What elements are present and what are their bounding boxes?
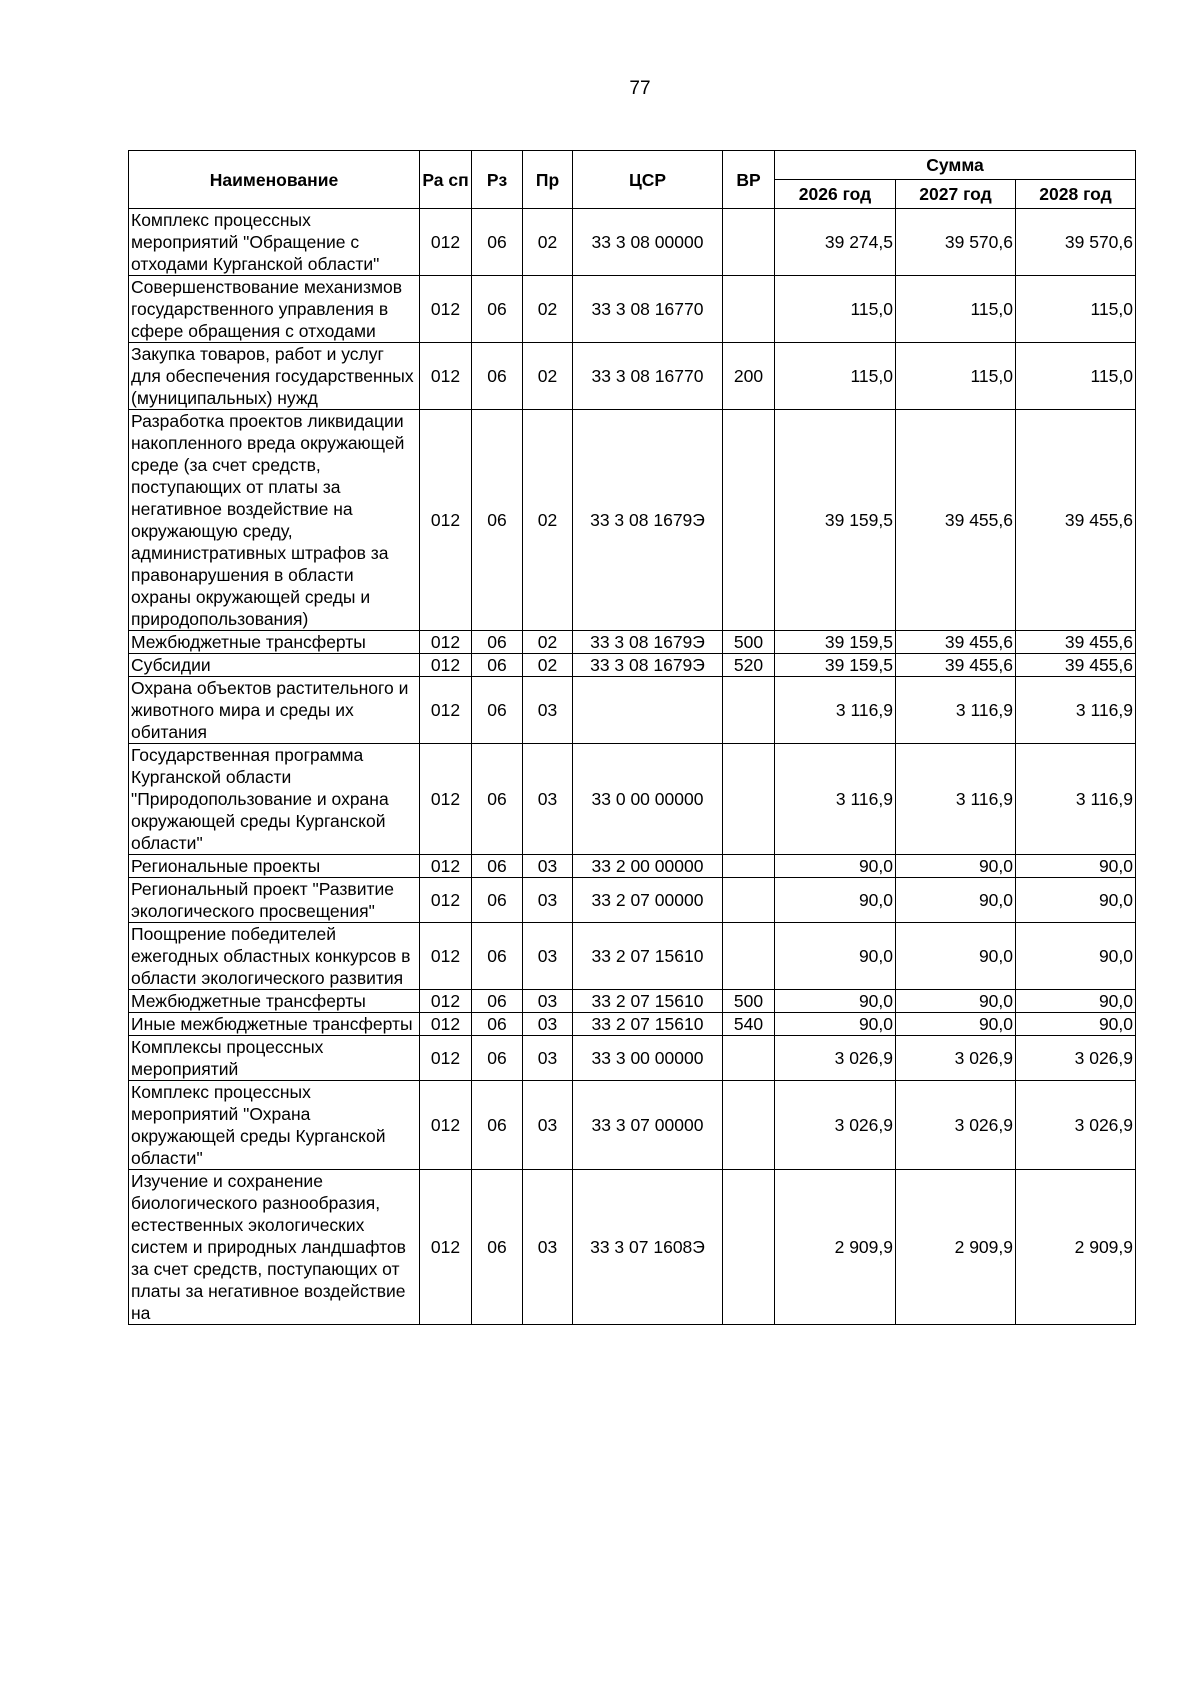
row-rasp: 012 xyxy=(420,1013,472,1036)
row-sum-2026: 115,0 xyxy=(775,276,896,343)
row-csr: 33 3 08 00000 xyxy=(573,209,723,276)
row-csr xyxy=(573,677,723,744)
row-rasp: 012 xyxy=(420,990,472,1013)
row-pr: 03 xyxy=(523,990,573,1013)
row-csr: 33 2 00 00000 xyxy=(573,855,723,878)
row-sum-2027: 39 570,6 xyxy=(896,209,1016,276)
row-pr: 02 xyxy=(523,654,573,677)
table-body xyxy=(129,209,1136,1325)
header-rasp: Ра сп xyxy=(420,151,472,209)
row-vr xyxy=(723,923,775,990)
row-rasp: 012 xyxy=(420,654,472,677)
row-pr: 03 xyxy=(523,1013,573,1036)
row-rasp: 012 xyxy=(420,209,472,276)
row-pr: 03 xyxy=(523,744,573,855)
row-sum-2027: 3 116,9 xyxy=(896,677,1016,744)
row-sum-2028: 115,0 xyxy=(1016,276,1136,343)
row-sum-2027: 3 026,9 xyxy=(896,1036,1016,1081)
row-pr: 03 xyxy=(523,677,573,744)
row-vr xyxy=(723,1036,775,1081)
row-sum-2028: 39 455,6 xyxy=(1016,410,1136,631)
table-row xyxy=(129,1013,1136,1036)
row-vr xyxy=(723,855,775,878)
row-pr: 03 xyxy=(523,1081,573,1170)
row-pr: 02 xyxy=(523,410,573,631)
row-name: Государственная программа Курганской области "Природопользование и охрана окружающей среды Курганской области" xyxy=(129,744,420,855)
row-pr: 03 xyxy=(523,1170,573,1325)
table-row xyxy=(129,1170,1136,1325)
row-name: Комплекс процессных мероприятий "Обращение с отходами Курганской области" xyxy=(129,209,420,276)
row-rz: 06 xyxy=(472,276,523,343)
row-csr: 33 2 07 00000 xyxy=(573,878,723,923)
row-pr: 02 xyxy=(523,343,573,410)
row-csr: 33 3 00 00000 xyxy=(573,1036,723,1081)
table-row xyxy=(129,654,1136,677)
row-sum-2028: 90,0 xyxy=(1016,990,1136,1013)
row-sum-2026: 39 274,5 xyxy=(775,209,896,276)
row-csr: 33 3 08 16770 xyxy=(573,343,723,410)
header-year-2026: 2026 год xyxy=(775,180,896,209)
row-sum-2027: 90,0 xyxy=(896,923,1016,990)
row-rz: 06 xyxy=(472,209,523,276)
row-sum-2028: 90,0 xyxy=(1016,923,1136,990)
row-sum-2026: 39 159,5 xyxy=(775,654,896,677)
row-csr: 33 3 08 1679Э xyxy=(573,410,723,631)
row-sum-2027: 90,0 xyxy=(896,1013,1016,1036)
row-sum-2026: 3 116,9 xyxy=(775,677,896,744)
row-vr xyxy=(723,1170,775,1325)
table-row xyxy=(129,343,1136,410)
row-vr xyxy=(723,1081,775,1170)
row-name: Региональный проект "Развитие экологического просвещения" xyxy=(129,878,420,923)
row-sum-2027: 39 455,6 xyxy=(896,410,1016,631)
row-sum-2026: 90,0 xyxy=(775,990,896,1013)
row-name: Межбюджетные трансферты xyxy=(129,631,420,654)
table-row xyxy=(129,410,1136,631)
row-csr: 33 2 07 15610 xyxy=(573,923,723,990)
row-rasp: 012 xyxy=(420,677,472,744)
row-name: Иные межбюджетные трансферты xyxy=(129,1013,420,1036)
row-rasp: 012 xyxy=(420,1036,472,1081)
row-sum-2027: 3 026,9 xyxy=(896,1081,1016,1170)
row-vr xyxy=(723,878,775,923)
row-pr: 03 xyxy=(523,1036,573,1081)
row-sum-2026: 3 026,9 xyxy=(775,1081,896,1170)
row-rz: 06 xyxy=(472,1081,523,1170)
row-sum-2026: 2 909,9 xyxy=(775,1170,896,1325)
row-rz: 06 xyxy=(472,1170,523,1325)
row-rz: 06 xyxy=(472,990,523,1013)
row-sum-2028: 39 455,6 xyxy=(1016,654,1136,677)
row-sum-2028: 2 909,9 xyxy=(1016,1170,1136,1325)
row-csr: 33 0 00 00000 xyxy=(573,744,723,855)
row-sum-2027: 3 116,9 xyxy=(896,744,1016,855)
row-rz: 06 xyxy=(472,855,523,878)
row-sum-2026: 90,0 xyxy=(775,1013,896,1036)
row-rasp: 012 xyxy=(420,1170,472,1325)
row-rasp: 012 xyxy=(420,276,472,343)
row-name: Комплексы процессных мероприятий xyxy=(129,1036,420,1081)
row-name: Закупка товаров, работ и услуг для обеспечения государственных (муниципальных) нужд xyxy=(129,343,420,410)
row-csr: 33 3 08 16770 xyxy=(573,276,723,343)
row-rz: 06 xyxy=(472,410,523,631)
header-year-2027: 2027 год xyxy=(896,180,1016,209)
row-sum-2026: 90,0 xyxy=(775,878,896,923)
row-rz: 06 xyxy=(472,878,523,923)
table-row xyxy=(129,855,1136,878)
row-vr xyxy=(723,209,775,276)
row-sum-2026: 3 116,9 xyxy=(775,744,896,855)
row-name: Субсидии xyxy=(129,654,420,677)
header-sum: Сумма xyxy=(775,151,1136,180)
table-row xyxy=(129,744,1136,855)
row-sum-2027: 115,0 xyxy=(896,343,1016,410)
row-name: Межбюджетные трансферты xyxy=(129,990,420,1013)
header-csr: ЦСР xyxy=(573,151,723,209)
header-year-2028: 2028 год xyxy=(1016,180,1136,209)
header-vr: ВР xyxy=(723,151,775,209)
row-csr: 33 3 08 1679Э xyxy=(573,631,723,654)
header-rz: Рз xyxy=(472,151,523,209)
row-pr: 02 xyxy=(523,631,573,654)
table-row xyxy=(129,276,1136,343)
row-sum-2027: 2 909,9 xyxy=(896,1170,1016,1325)
row-pr: 02 xyxy=(523,209,573,276)
row-rasp: 012 xyxy=(420,923,472,990)
row-sum-2028: 39 570,6 xyxy=(1016,209,1136,276)
row-rz: 06 xyxy=(472,631,523,654)
row-vr: 520 xyxy=(723,654,775,677)
row-sum-2026: 39 159,5 xyxy=(775,631,896,654)
row-sum-2026: 90,0 xyxy=(775,855,896,878)
row-sum-2027: 90,0 xyxy=(896,878,1016,923)
row-rasp: 012 xyxy=(420,744,472,855)
row-rasp: 012 xyxy=(420,343,472,410)
row-sum-2028: 90,0 xyxy=(1016,855,1136,878)
row-pr: 03 xyxy=(523,855,573,878)
table-row xyxy=(129,990,1136,1013)
row-rasp: 012 xyxy=(420,631,472,654)
table-row xyxy=(129,677,1136,744)
row-rz: 06 xyxy=(472,744,523,855)
row-sum-2028: 90,0 xyxy=(1016,1013,1136,1036)
row-pr: 03 xyxy=(523,878,573,923)
row-sum-2028: 3 026,9 xyxy=(1016,1036,1136,1081)
row-csr: 33 3 08 1679Э xyxy=(573,654,723,677)
row-sum-2028: 115,0 xyxy=(1016,343,1136,410)
row-name: Разработка проектов ликвидации накопленного вреда окружающей среде (за счет средств, поступающих от платы за негативное воздействие на окружающую среду, административных штрафов за правонарушения в области охраны окружающей среды и природопользования) xyxy=(129,410,420,631)
row-csr: 33 3 07 00000 xyxy=(573,1081,723,1170)
row-rasp: 012 xyxy=(420,410,472,631)
row-rz: 06 xyxy=(472,343,523,410)
row-name: Комплекс процессных мероприятий "Охрана окружающей среды Курганской области" xyxy=(129,1081,420,1170)
row-csr: 33 2 07 15610 xyxy=(573,990,723,1013)
row-name: Поощрение победителей ежегодных областных конкурсов в области экологического развития xyxy=(129,923,420,990)
row-sum-2027: 90,0 xyxy=(896,855,1016,878)
row-rasp: 012 xyxy=(420,878,472,923)
row-sum-2028: 3 026,9 xyxy=(1016,1081,1136,1170)
row-rz: 06 xyxy=(472,654,523,677)
row-sum-2026: 39 159,5 xyxy=(775,410,896,631)
table-row xyxy=(129,1081,1136,1170)
header-name: Наименование xyxy=(129,151,420,209)
row-sum-2028: 3 116,9 xyxy=(1016,744,1136,855)
row-sum-2027: 90,0 xyxy=(896,990,1016,1013)
row-csr: 33 3 07 1608Э xyxy=(573,1170,723,1325)
row-name: Изучение и сохранение биологического разнообразия, естественных экологических систем и природных ландшафтов за счет средств, поступающих от платы за негативное воздействие на xyxy=(129,1170,420,1325)
row-sum-2026: 90,0 xyxy=(775,923,896,990)
row-pr: 02 xyxy=(523,276,573,343)
row-sum-2027: 39 455,6 xyxy=(896,654,1016,677)
row-rasp: 012 xyxy=(420,855,472,878)
row-sum-2027: 39 455,6 xyxy=(896,631,1016,654)
row-rz: 06 xyxy=(472,677,523,744)
row-rz: 06 xyxy=(472,1036,523,1081)
row-vr: 200 xyxy=(723,343,775,410)
row-name: Региональные проекты xyxy=(129,855,420,878)
table-row xyxy=(129,631,1136,654)
table-header xyxy=(129,151,1136,209)
budget-table xyxy=(128,150,1136,1325)
row-vr xyxy=(723,744,775,855)
header-pr: Пр xyxy=(523,151,573,209)
row-name: Совершенствование механизмов государственного управления в сфере обращения с отходами xyxy=(129,276,420,343)
row-vr xyxy=(723,410,775,631)
row-vr: 500 xyxy=(723,631,775,654)
row-csr: 33 2 07 15610 xyxy=(573,1013,723,1036)
row-vr: 540 xyxy=(723,1013,775,1036)
row-pr: 03 xyxy=(523,923,573,990)
table-row xyxy=(129,878,1136,923)
row-sum-2026: 3 026,9 xyxy=(775,1036,896,1081)
table-row xyxy=(129,209,1136,276)
row-rz: 06 xyxy=(472,1013,523,1036)
row-sum-2028: 39 455,6 xyxy=(1016,631,1136,654)
table-row xyxy=(129,923,1136,990)
row-vr xyxy=(723,677,775,744)
row-vr: 500 xyxy=(723,990,775,1013)
page-number: 77 xyxy=(629,78,651,99)
row-rz: 06 xyxy=(472,923,523,990)
row-name: Охрана объектов растительного и животного мира и среды их обитания xyxy=(129,677,420,744)
row-rasp: 012 xyxy=(420,1081,472,1170)
table-row xyxy=(129,1036,1136,1081)
row-sum-2027: 115,0 xyxy=(896,276,1016,343)
row-vr xyxy=(723,276,775,343)
row-sum-2028: 90,0 xyxy=(1016,878,1136,923)
row-sum-2028: 3 116,9 xyxy=(1016,677,1136,744)
row-sum-2026: 115,0 xyxy=(775,343,896,410)
